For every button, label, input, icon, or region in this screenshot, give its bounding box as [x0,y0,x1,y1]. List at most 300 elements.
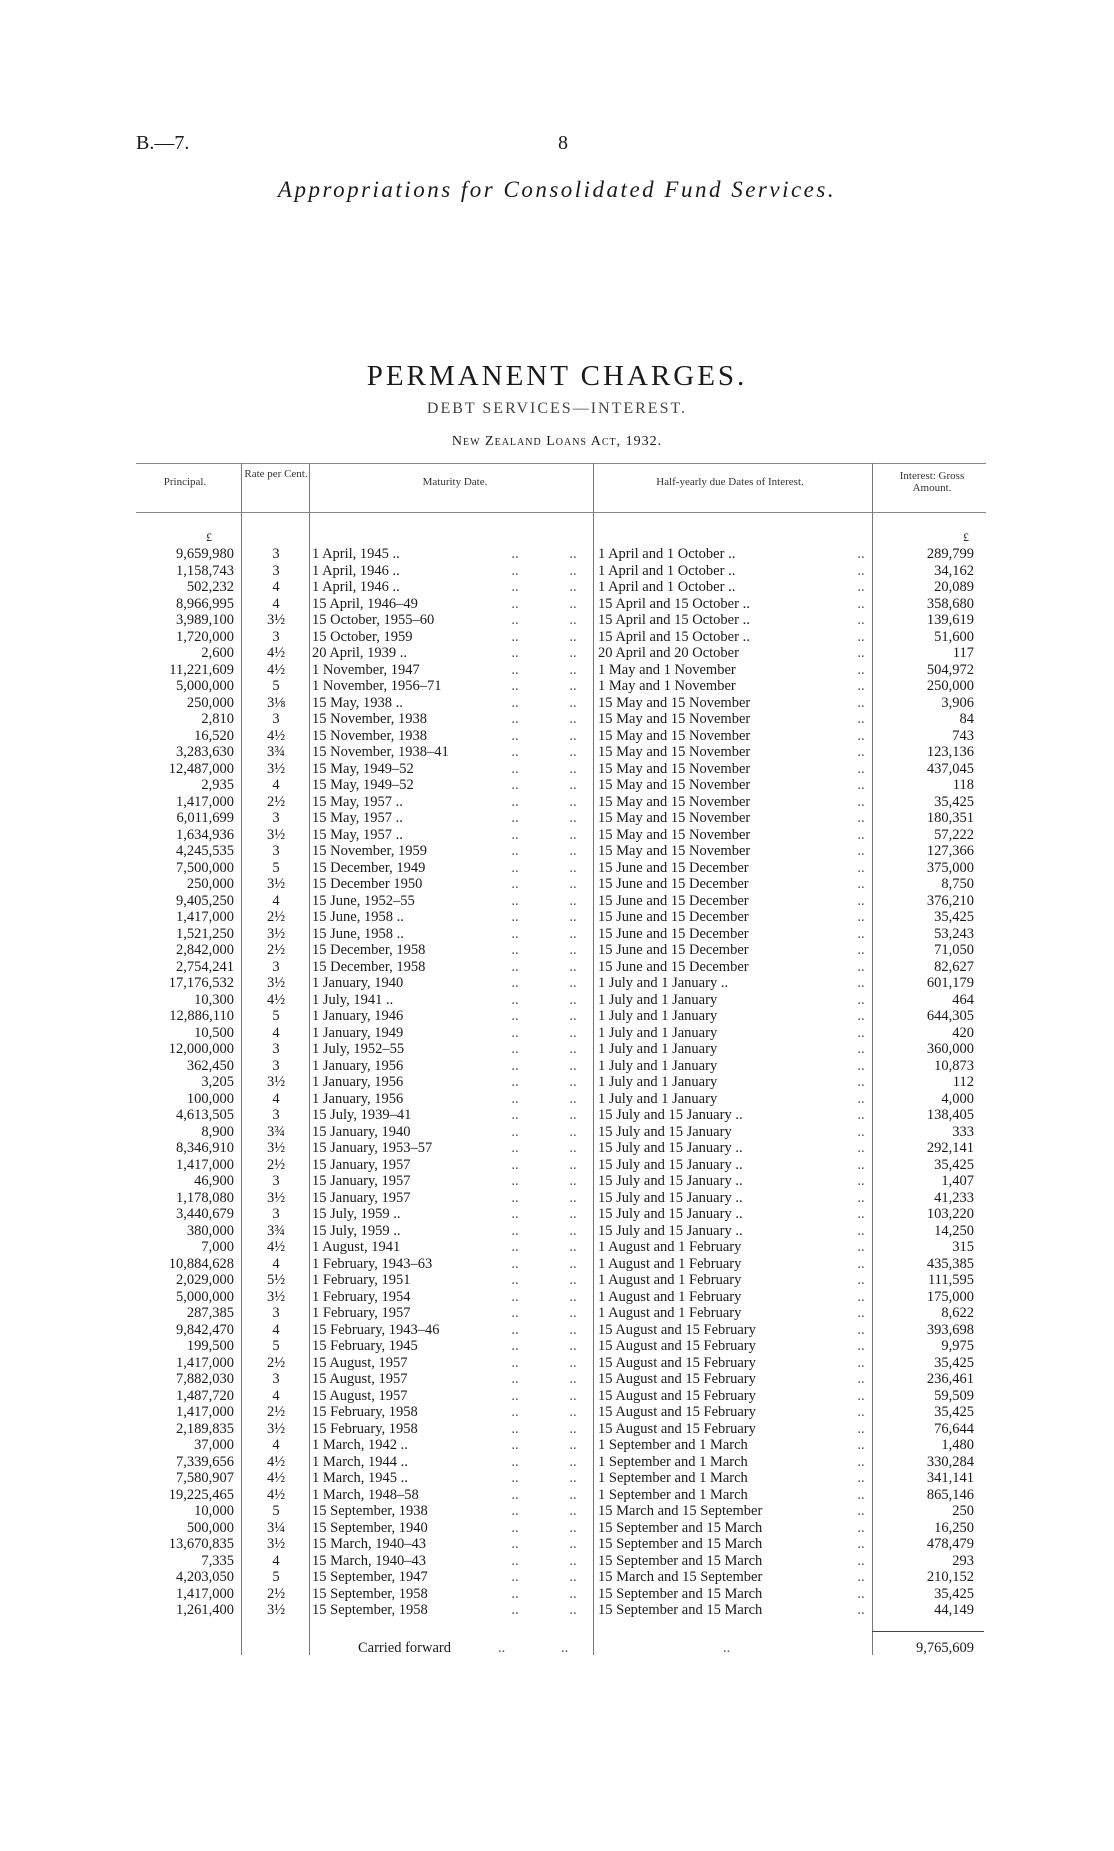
leader-dots: .. [857,1189,865,1206]
table-header-top-rule [136,463,986,464]
leader-dots: .. [569,1123,577,1140]
maturity-date-cell: 15 October, 1959 [312,628,413,645]
interest-cell: 112 [952,1074,974,1090]
leader-dots: .. [511,1173,519,1189]
due-dates-cell: 15 June and 15 December [598,876,749,892]
due-dates-cell: 15 July and 15 January .. [598,1156,743,1173]
due-dates-cell: 1 July and 1 January [598,1041,718,1057]
rate-cell: 3¾ [266,1222,286,1239]
leader-dots: .. [511,925,519,942]
leader-dots: .. [857,1305,865,1321]
rate-cell: 5 [272,1008,280,1024]
table-row [0,827,1114,844]
leader-dots: .. [511,1437,519,1453]
leader-dots: .. [857,826,865,843]
due-dates-cell: 15 July and 15 January .. [598,1222,743,1239]
interest-cell: 16,250 [934,1519,974,1536]
principal-cell: 7,335 [201,1552,234,1569]
table-row [0,810,1114,827]
leader-dots: .. [511,1140,519,1156]
leader-dots: .. [511,628,519,645]
maturity-date-cell: 15 April, 1946–49 [312,595,418,612]
principal-cell: 380,000 [186,1222,234,1239]
due-dates-cell: 1 July and 1 January [598,1074,718,1090]
leader-dots: .. [511,727,519,744]
principal-cell: 12,000,000 [168,1041,234,1057]
leader-dots: .. [511,843,519,859]
rate-cell: 3½ [266,925,286,942]
interest-cell: 76,644 [934,1420,974,1437]
principal-cell: 2,189,835 [176,1420,234,1437]
table-row [0,777,1114,794]
leader-dots: .. [569,1552,577,1569]
table-row [0,1520,1114,1537]
due-dates-cell: 1 September and 1 March [598,1470,748,1486]
table-row [0,1074,1114,1091]
maturity-date-cell: 15 November, 1938 [312,727,427,744]
leader-dots: .. [511,1305,519,1321]
interest-cell: 437,045 [926,760,974,777]
col-header-maturity: Maturity Date. [422,476,488,488]
table-row [0,942,1114,959]
interest-cell: 289,799 [926,546,974,562]
rate-cell: 3½ [266,1420,286,1437]
leader-dots: .. [569,859,577,876]
leader-dots: .. [857,1123,865,1140]
rate-cell: 2½ [266,1354,286,1371]
leader-dots: .. [511,859,519,876]
table-row [0,1256,1114,1273]
table-row [0,975,1114,992]
principal-cell: 1,417,000 [176,1585,234,1602]
due-dates-cell: 15 August and 15 February [598,1420,756,1437]
leader-dots: .. [511,1008,519,1024]
leader-dots: .. [511,942,519,958]
leader-dots: .. [857,546,865,562]
leader-dots: .. [857,1420,865,1437]
leader-dots: .. [857,1536,865,1552]
running-title: Appropriations for Consolidated Fund Services. [277,177,837,202]
principal-cell: 9,842,470 [176,1321,234,1338]
table-row [0,1223,1114,1240]
principal-cell: 8,346,910 [176,1140,234,1156]
due-dates-cell: 1 May and 1 November [598,661,736,678]
interest-cell: 3,906 [941,694,974,711]
interest-cell: 236,461 [926,1371,974,1387]
maturity-date-cell: 1 April, 1946 .. [312,579,400,595]
rate-cell: 4½ [266,727,286,744]
rate-cell: 4½ [266,661,286,678]
rate-cell: 3 [272,1305,280,1321]
principal-cell: 1,178,080 [176,1189,234,1206]
interest-cell: 420 [952,1024,974,1041]
leader-dots: .. [857,1140,865,1156]
table-row [0,794,1114,811]
due-dates-cell: 1 July and 1 January [598,1057,718,1074]
due-dates-cell: 15 May and 15 November [598,711,751,727]
due-dates-cell: 1 August and 1 February [598,1239,742,1255]
leader-dots: .. [857,1024,865,1041]
leader-dots: .. [511,826,519,843]
interest-cell: 601,179 [926,975,974,991]
leader-dots: .. [857,1354,865,1371]
due-dates-cell: 15 August and 15 February [598,1387,756,1404]
leader-dots: .. [511,595,519,612]
interest-cell: 504,972 [926,661,974,678]
leader-dots: .. [857,1404,865,1420]
leader-dots: .. [569,645,577,661]
rate-cell: 4½ [266,991,286,1008]
leader-dots: .. [511,1272,519,1288]
leader-dots: .. [857,925,865,942]
leader-dots: .. [857,628,865,645]
interest-cell: 358,680 [926,595,974,612]
rate-cell: 3 [272,1371,280,1387]
maturity-date-cell: 1 November, 1956–71 [312,678,442,694]
maturity-date-cell: 1 January, 1956 [312,1057,404,1074]
leader-dots: .. [511,1420,519,1437]
rate-cell: 3½ [266,1140,286,1156]
table-row [0,695,1114,712]
page-title: PERMANENT CHARGES. [366,360,748,392]
leader-dots: .. [857,1107,865,1123]
rate-cell: 3½ [266,1536,286,1552]
leader-dots: .. [511,645,519,661]
leader-dots: .. [511,1123,519,1140]
table-row [0,909,1114,926]
leader-dots: .. [569,1255,577,1272]
principal-cell: 10,300 [194,991,234,1008]
leader-dots: .. [857,661,865,678]
maturity-date-cell: 15 September, 1938 [312,1503,428,1519]
due-dates-cell: 15 August and 15 February [598,1321,756,1338]
interest-cell: 478,479 [926,1536,974,1552]
maturity-date-cell: 1 March, 1945 .. [312,1470,408,1486]
table-row [0,1586,1114,1603]
maturity-date-cell: 15 July, 1959 .. [312,1206,401,1222]
maturity-date-cell: 15 March, 1940–43 [312,1552,426,1569]
leader-dots: .. [569,1453,577,1470]
leader-dots: .. [857,1371,865,1387]
leader-dots: .. [569,1338,577,1354]
leader-dots: .. [857,975,865,991]
due-dates-cell: 15 September and 15 March [598,1536,763,1552]
leader-dots: .. [857,727,865,744]
leader-dots: .. [511,1338,519,1354]
principal-cell: 12,487,000 [168,760,234,777]
table-row [0,612,1114,629]
interest-cell: 118 [952,777,974,793]
rate-cell: 3½ [266,826,286,843]
leader-dots: .. [857,1387,865,1404]
principal-cell: 5,000,000 [176,1288,234,1305]
table-row [0,1091,1114,1108]
leader-dots: .. [569,1437,577,1453]
leader-dots: .. [857,1074,865,1090]
leader-dots: .. [857,1437,865,1453]
principal-cell: 10,000 [194,1503,234,1519]
leader-dots: .. [857,1041,865,1057]
principal-cell: 2,935 [201,777,234,793]
leader-dots: .. [511,1371,519,1387]
due-dates-cell: 1 July and 1 January .. [598,975,729,991]
rate-cell: 4½ [266,1470,286,1486]
rate-cell: 5 [272,1338,280,1354]
rate-cell: 2½ [266,942,286,958]
leader-dots: .. [569,925,577,942]
principal-cell: 1,417,000 [176,909,234,925]
leader-dots: .. [569,1486,577,1503]
principal-cell: 3,283,630 [176,744,234,760]
due-dates-cell: 15 August and 15 February [598,1404,756,1420]
leader-dots: .. [511,1486,519,1503]
table-row [0,1421,1114,1438]
interest-cell: 250,000 [926,678,974,694]
due-dates-cell: 15 June and 15 December [598,942,749,958]
interest-cell: 435,385 [926,1255,974,1272]
principal-cell: 1,634,936 [176,826,234,843]
table-row [0,1602,1114,1619]
principal-cell: 6,011,699 [176,810,234,826]
rate-cell: 5 [272,1569,280,1585]
rate-cell: 3½ [266,876,286,892]
leader-dots: .. [569,1222,577,1239]
due-dates-cell: 1 August and 1 February [598,1272,742,1288]
interest-cell: 41,233 [934,1189,974,1206]
maturity-date-cell: 15 January, 1957 [312,1189,411,1206]
principal-cell: 46,900 [194,1173,234,1189]
interest-cell: 210,152 [926,1569,974,1585]
rate-cell: 4 [272,1437,280,1453]
maturity-date-cell: 15 December 1950 [312,876,423,892]
rate-cell: 2½ [266,1404,286,1420]
leader-dots: .. [857,1486,865,1503]
leader-dots: .. [511,1552,519,1569]
interest-cell: 111,595 [927,1272,974,1288]
interest-cell: 123,136 [926,744,974,760]
leader-dots: .. [511,1288,519,1305]
leader-dots: .. [569,1371,577,1387]
interest-cell: 9,975 [941,1338,974,1354]
maturity-date-cell: 15 February, 1945 [312,1338,418,1354]
leader-dots: .. [511,991,519,1008]
principal-cell: 11,221,609 [169,661,234,678]
footer-leader: .. [498,1640,506,1656]
maturity-date-cell: 1 January, 1956 [312,1090,404,1107]
leader-dots: .. [857,1057,865,1074]
table-row [0,1272,1114,1289]
table-row [0,744,1114,761]
leader-dots: .. [511,1041,519,1057]
principal-cell: 7,500,000 [176,859,234,876]
leader-dots: .. [511,1057,519,1074]
rate-cell: 4 [272,595,280,612]
maturity-date-cell: 15 August, 1957 [312,1387,408,1404]
leader-dots: .. [857,562,865,579]
leader-dots: .. [857,1206,865,1222]
principal-cell: 2,600 [201,645,234,661]
interest-cell: 360,000 [926,1041,974,1057]
leader-dots: .. [569,612,577,628]
due-dates-cell: 1 April and 1 October .. [598,579,736,595]
interest-cell: 393,698 [926,1321,974,1338]
table-row [0,563,1114,580]
table-row [0,1569,1114,1586]
leader-dots: .. [857,1470,865,1486]
due-dates-cell: 1 July and 1 January [598,1024,718,1041]
maturity-date-cell: 1 January, 1949 [312,1024,404,1041]
leader-dots: .. [569,942,577,958]
leader-dots: .. [569,975,577,991]
rate-cell: 3 [272,711,280,727]
interest-currency-symbol: £ [963,530,969,544]
leader-dots: .. [511,876,519,892]
carried-forward-total: 9,765,609 [916,1640,974,1656]
leader-dots: .. [569,727,577,744]
principal-cell: 37,000 [194,1437,234,1453]
leader-dots: .. [569,579,577,595]
leader-dots: .. [569,1321,577,1338]
maturity-date-cell: 15 March, 1940–43 [312,1536,426,1552]
leader-dots: .. [857,1239,865,1255]
due-dates-cell: 1 April and 1 October .. [598,546,736,562]
leader-dots: .. [569,694,577,711]
leader-dots: .. [511,1585,519,1602]
leader-dots: .. [569,1602,577,1618]
maturity-date-cell: 1 July, 1941 .. [312,991,394,1008]
leader-dots: .. [511,1519,519,1536]
leader-dots: .. [511,1536,519,1552]
maturity-date-cell: 15 May, 1949–52 [312,760,414,777]
maturity-date-cell: 1 January, 1940 [312,975,404,991]
principal-cell: 3,989,100 [176,612,234,628]
leader-dots: .. [569,958,577,975]
interest-cell: 175,000 [926,1288,974,1305]
table-row [0,1487,1114,1504]
due-dates-cell: 15 May and 15 November [598,694,751,711]
principal-cell: 362,450 [186,1057,234,1074]
maturity-date-cell: 15 September, 1947 [312,1569,428,1585]
rate-cell: 4 [272,1024,280,1041]
maturity-date-cell: 15 October, 1955–60 [312,612,435,628]
rate-cell: 4 [272,579,280,595]
interest-cell: 35,425 [934,909,974,925]
leader-dots: .. [857,1321,865,1338]
due-dates-cell: 15 May and 15 November [598,727,751,744]
leader-dots: .. [569,793,577,810]
table-row [0,1305,1114,1322]
rate-cell: 3 [272,843,280,859]
interest-cell: 35,425 [934,1354,974,1371]
leader-dots: .. [857,760,865,777]
principal-cell: 502,232 [186,579,234,595]
rate-cell: 4½ [266,1486,286,1503]
rate-cell: 4 [272,1321,280,1338]
leader-dots: .. [569,1206,577,1222]
footer-leader: .. [561,1640,569,1656]
principal-cell: 250,000 [186,694,234,711]
table-row [0,1239,1114,1256]
leader-dots: .. [569,843,577,859]
rate-cell: 3 [272,958,280,975]
maturity-date-cell: 20 April, 1939 .. [312,645,408,661]
leader-dots: .. [511,1404,519,1420]
leader-dots: .. [569,1074,577,1090]
table-row [0,1289,1114,1306]
leader-dots: .. [511,1470,519,1486]
rate-cell: 3¼ [266,1519,286,1536]
interest-cell: 51,600 [934,628,974,645]
principal-cell: 7,000 [201,1239,234,1255]
leader-dots: .. [857,777,865,793]
interest-cell: 4,000 [941,1090,974,1107]
leader-dots: .. [857,1602,865,1618]
table-row [0,959,1114,976]
interest-cell: 315 [952,1239,974,1255]
table-row [0,711,1114,728]
leader-dots: .. [569,1288,577,1305]
leader-dots: .. [569,1387,577,1404]
maturity-date-cell: 15 May, 1938 .. [312,694,403,711]
leader-dots: .. [569,810,577,826]
table-row [0,1454,1114,1471]
leader-dots: .. [569,1107,577,1123]
leader-dots: .. [511,892,519,909]
table-row [0,1058,1114,1075]
table-row [0,629,1114,646]
leader-dots: .. [511,546,519,562]
interest-cell: 35,425 [934,1404,974,1420]
interest-cell: 865,146 [926,1486,974,1503]
leader-dots: .. [569,744,577,760]
leader-dots: .. [511,777,519,793]
due-dates-cell: 15 July and 15 January [598,1123,732,1140]
table-header-bottom-rule [136,512,986,513]
principal-cell: 2,029,000 [176,1272,234,1288]
col-header-rate: Rate per Cent. [244,468,308,480]
leader-dots: .. [569,1024,577,1041]
leader-dots: .. [511,694,519,711]
principal-cell: 7,580,907 [176,1470,234,1486]
interest-cell: 57,222 [934,826,974,843]
leader-dots: .. [857,612,865,628]
leader-dots: .. [857,1338,865,1354]
leader-dots: .. [857,579,865,595]
rate-cell: 3 [272,1107,280,1123]
leader-dots: .. [569,1239,577,1255]
leader-dots: .. [857,1585,865,1602]
maturity-date-cell: 15 December, 1949 [312,859,426,876]
due-dates-cell: 1 May and 1 November [598,678,736,694]
report-reference: B.—7. [136,132,190,154]
maturity-date-cell: 15 November, 1938 [312,711,427,727]
interest-cell: 59,509 [934,1387,974,1404]
principal-cell: 1,417,000 [176,1354,234,1371]
leader-dots: .. [569,1173,577,1189]
rate-cell: 4½ [266,645,286,661]
due-dates-cell: 15 September and 15 March [598,1585,763,1602]
leader-dots: .. [511,1387,519,1404]
principal-cell: 1,720,000 [176,628,234,645]
maturity-date-cell: 1 March, 1942 .. [312,1437,408,1453]
due-dates-cell: 15 March and 15 September [598,1569,763,1585]
due-dates-cell: 15 May and 15 November [598,810,751,826]
leader-dots: .. [857,1519,865,1536]
interest-cell: 44,149 [934,1602,974,1618]
leader-dots: .. [569,1305,577,1321]
due-dates-cell: 1 August and 1 February [598,1288,742,1305]
maturity-date-cell: 15 July, 1939–41 [312,1107,412,1123]
